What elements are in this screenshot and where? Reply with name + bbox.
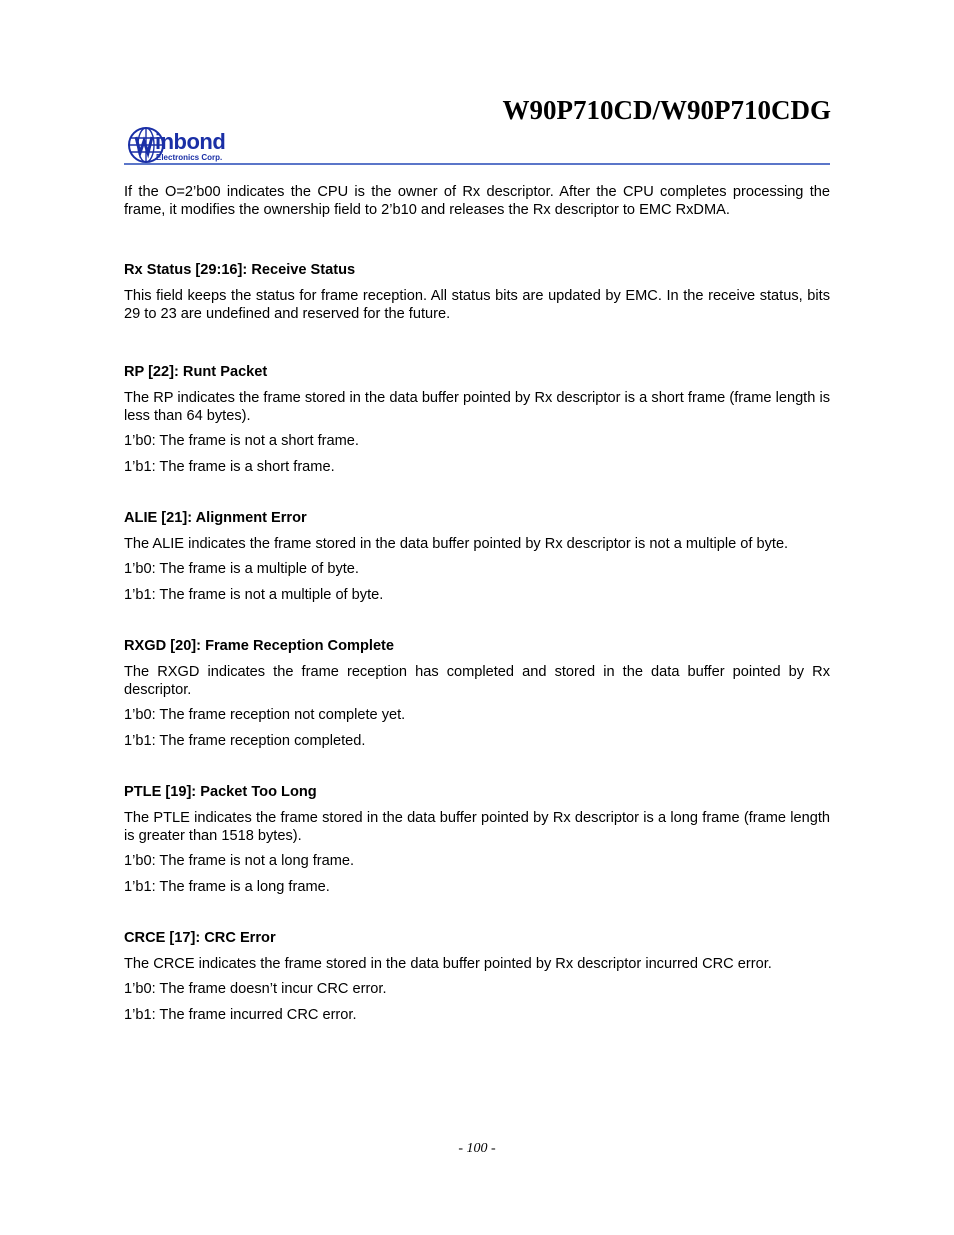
- section-description: This field keeps the status for frame reception. All status bits are updated by EMC. In the receive status, bits 29 to 23 are undefined and reserved for the future.: [124, 288, 830, 322]
- section-rx-status: [124, 261, 830, 323]
- section-title: Rx Status [29:16]: Receive Status: [124, 262, 356, 278]
- option-bit1: 1’b1: The frame is not a multiple of byte.: [124, 587, 384, 603]
- intro-paragraph: If the O=2’b00 indicates the CPU is the owner of Rx descriptor. After the CPU completes processing the frame, it modifies the ownership field to 2’b10 and releases the Rx descriptor to EMC RxDMA.: [124, 184, 830, 218]
- logo-brand-text: inbond: [155, 129, 226, 154]
- option-bit0: 1’b0: The frame is a multiple of byte.: [124, 561, 359, 577]
- section-description: The RP indicates the frame stored in the data buffer pointed by Rx descriptor is a short frame (frame length is less than 64 bytes).: [124, 390, 830, 424]
- winbond-logo: [127, 126, 252, 166]
- section-title: ALIE [21]: Alignment Error: [124, 510, 307, 526]
- section-title: RXGD [20]: Frame Reception Complete: [124, 638, 395, 654]
- header-divider: [124, 163, 830, 165]
- document-title: W90P710CD/W90P710CDG: [502, 95, 831, 125]
- section-title: PTLE [19]: Packet Too Long: [124, 784, 317, 800]
- section-crce: [124, 929, 830, 1024]
- option-bit1: 1’b1: The frame is a long frame.: [124, 879, 330, 895]
- section-description: The PTLE indicates the frame stored in the data buffer pointed by Rx descriptor is a long frame (frame length is greater than 1518 bytes).: [124, 810, 830, 844]
- section-description: The RXGD indicates the frame reception has completed and stored in the data buffer pointed by Rx descriptor.: [124, 664, 830, 698]
- option-bit0: 1’b0: The frame doesn’t incur CRC error.: [124, 981, 387, 997]
- section-description: The CRCE indicates the frame stored in the data buffer pointed by Rx descriptor incurred CRC error.: [124, 956, 772, 972]
- option-bit1: 1’b1: The frame reception completed.: [124, 733, 366, 749]
- section-description: The ALIE indicates the frame stored in the data buffer pointed by Rx descriptor is not a multiple of byte.: [124, 536, 789, 552]
- option-bit0: 1’b0: The frame is not a short frame.: [124, 433, 359, 449]
- option-bit1: 1’b1: The frame incurred CRC error.: [124, 1007, 357, 1023]
- page-number: - 100 -: [458, 1141, 496, 1156]
- logo-subtitle: Electronics Corp.: [156, 153, 223, 162]
- option-bit0: 1’b0: The frame is not a long frame.: [124, 853, 355, 869]
- section-ptle: [124, 783, 830, 896]
- section-rp: [124, 363, 830, 476]
- document-body: [124, 183, 830, 1057]
- section-title: CRCE [17]: CRC Error: [124, 930, 276, 946]
- option-bit0: 1’b0: The frame reception not complete yet.: [124, 707, 406, 723]
- section-rxgd: [124, 637, 830, 750]
- section-alie: [124, 509, 830, 604]
- section-title: RP [22]: Runt Packet: [124, 364, 268, 380]
- option-bit1: 1’b1: The frame is a short frame.: [124, 459, 335, 475]
